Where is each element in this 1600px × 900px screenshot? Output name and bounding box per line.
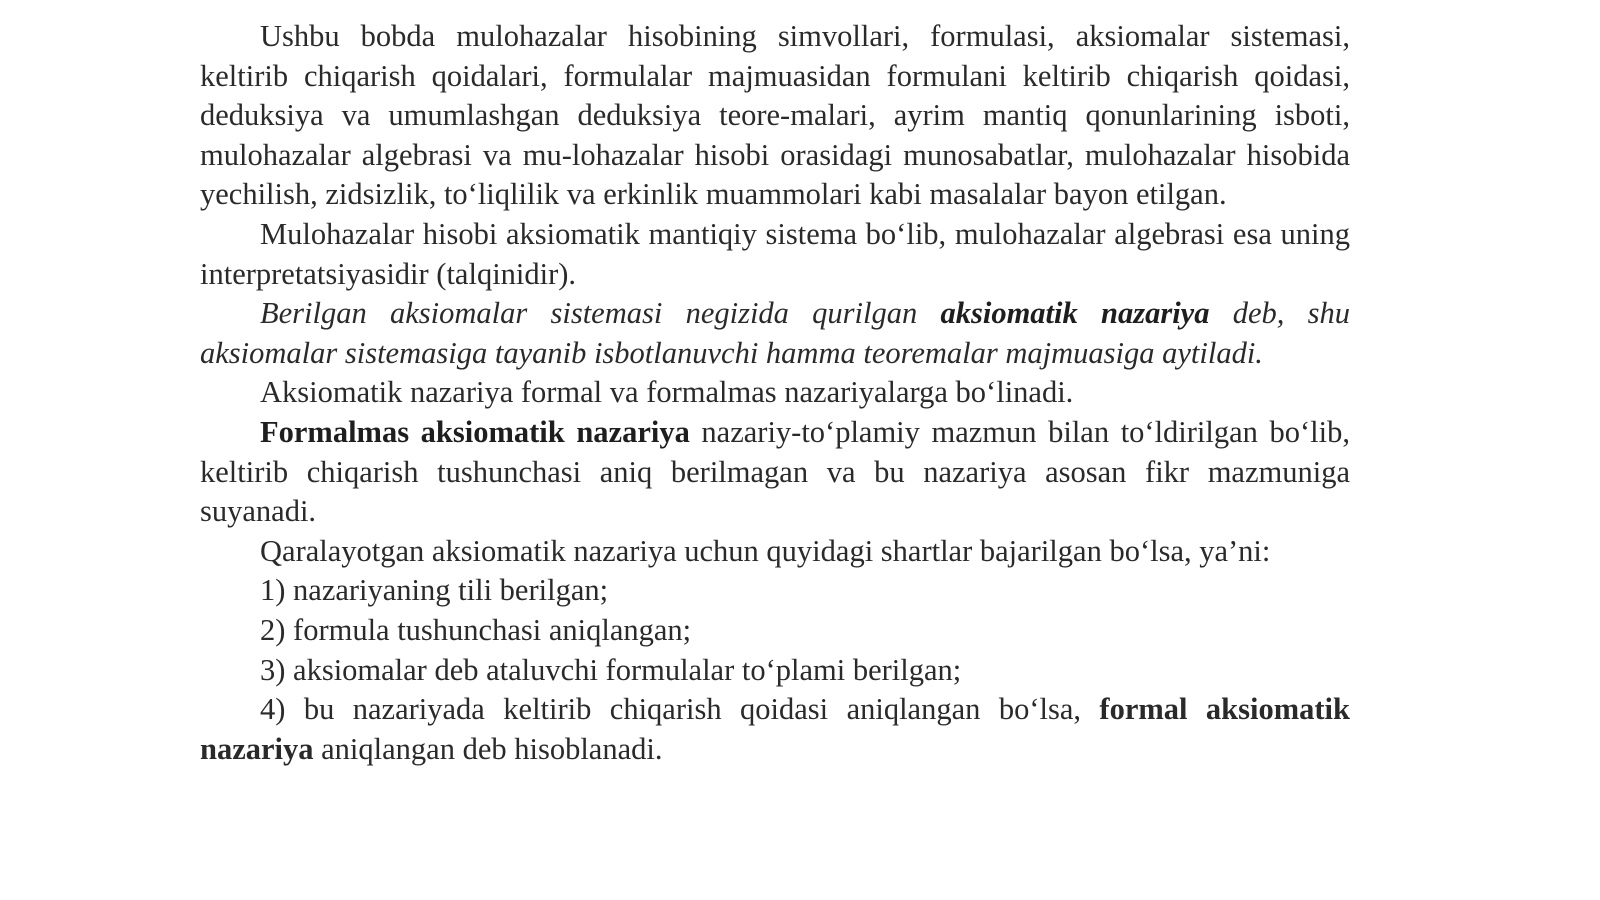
paragraph-axiomatic-theory-definition	[200, 294, 1350, 373]
list-item-1-text: 1) nazariyaning tili berilgan;	[260, 573, 609, 608]
conditions-intro-text: Qaralayotgan aksiomatik nazariya uchun quyidagi shartlar bajarilgan bo‘lsa, ya’ni:	[260, 533, 1271, 568]
formal-theory-term: formal aksiomatik nazariya	[200, 692, 1350, 766]
definition-text-start: Berilgan aksiomalar sistemasi negizida qurilgan	[260, 296, 941, 331]
paragraph-intro-text: Ushbu bobda mulohazalar hisobining simvollari, formulasi, aksiomalar sistemasi, keltirib chiqarish qoidalari, formulalar majmuasidan formulani keltirib chiqarish qoidasi, deduksiya va umumlashgan deduksiya teore-malari, ayrim mantiq qonunlarining isboti, mulohazalar algebrasi va mu-lohazalar hisobi orasidagi munosabatlar, mulohazalar hisobida yechilish, zidsizlik, to‘liqlilik va erkinlik muammolari kabi masalalar bayon etilgan.	[200, 19, 1350, 212]
paragraph-theory-types-text: Aksiomatik nazariya formal va formalmas nazariyalarga bo‘linadi.	[260, 375, 1074, 410]
definition-term: aksiomatik nazariya	[940, 296, 1210, 331]
definition-text-end: deb, shu aksiomalar sistemasiga tayanib isbotlanuvchi hamma teoremalar majmuasiga aytiladi.	[200, 296, 1350, 370]
paragraph-intro	[200, 17, 1350, 215]
list-item-4-text-start: 4) bu nazariyada keltirib chiqarish qoidasi aniqlangan bo‘lsa,	[260, 692, 1100, 727]
list-item	[200, 690, 1350, 769]
list-item	[200, 651, 1350, 691]
text-body	[200, 17, 1350, 769]
paragraph-theory-types	[200, 373, 1350, 413]
paragraph-conditions-intro	[200, 532, 1350, 572]
list-item-2-text: 2) formula tushunchasi aniqlangan;	[260, 612, 692, 647]
informal-theory-text: nazariy-to‘plamiy mazmun bilan to‘ldirilgan bo‘lib, keltirib chiqarish tushunchasi aniq berilmagan va bu nazariya asosan fikr mazmuniga suyanadi.	[200, 414, 1350, 529]
paragraph-calculus-text: Mulohazalar hisobi aksiomatik mantiqiy sistema bo‘lib, mulohazalar algebrasi esa uning interpretatsiyasidir (talqinidir).	[200, 216, 1350, 291]
paragraph-calculus-definition	[200, 215, 1350, 294]
paragraph-informal-theory	[200, 413, 1350, 532]
list-item	[200, 611, 1350, 651]
list-item	[200, 571, 1350, 611]
informal-theory-term: Formalmas aksiomatik nazariya	[260, 414, 690, 449]
list-item-4-text-end: aniqlangan deb hisoblanadi.	[313, 731, 663, 766]
list-item-3-text: 3) aksiomalar deb ataluvchi formulalar to‘plami berilgan;	[260, 652, 962, 687]
